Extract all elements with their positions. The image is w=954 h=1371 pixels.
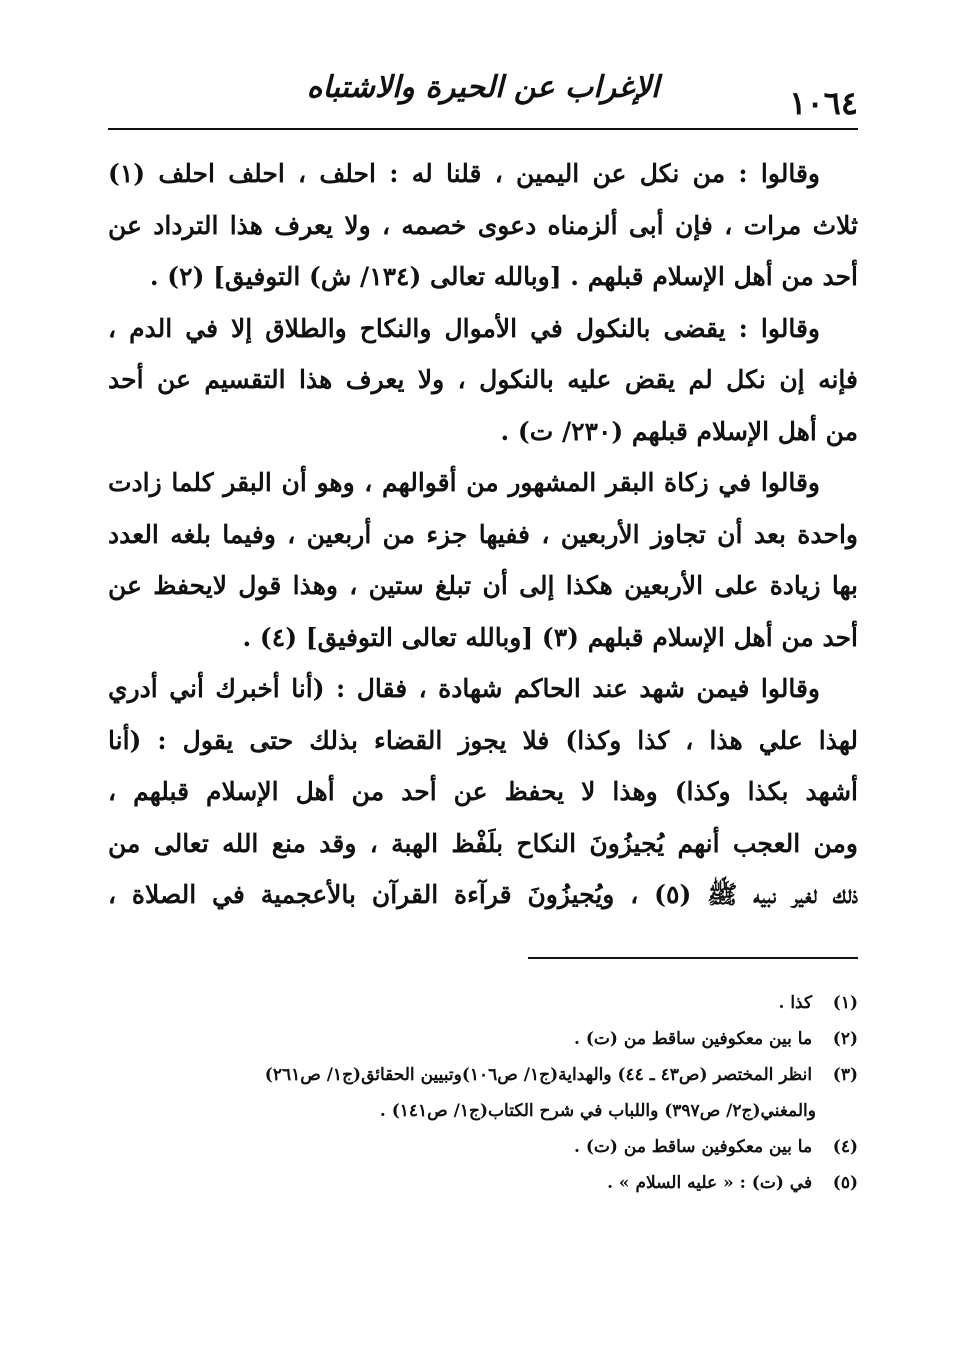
footnote-divider (528, 957, 858, 959)
footnote-text: في (ت) : « عليه السلام » . (607, 1173, 813, 1193)
footnote-number: (٣) (832, 1065, 858, 1085)
text-line: وقالوا : يقضى بالنكول في الأموال والنكاح والطلاق إلا في الدم ، (108, 313, 820, 343)
page-number: ١٠٦٤ (789, 84, 858, 122)
main-text (108, 148, 858, 921)
text-line: واحدة بعد أن تجاوز الأربعين ، ففيها جزء من أربعين ، وفيما بلغه العدد (108, 519, 858, 549)
footnote-4 (108, 1129, 858, 1165)
footnote-3-continuation: والمغني(ج٢/ ص٣٩٧) واللباب في شرح الكتاب(ج١/ ص١٤١) . (379, 1101, 816, 1121)
text-line: وقالوا فيمن شهد عند الحاكم شهادة ، فقال : (أنا أخبرك أني أدري (108, 674, 820, 703)
text-line: وقالوا في زكاة البقر المشهور من أقوالهم ، وهو أن البقر كلما زادت (108, 468, 820, 497)
text-line: ذلك لغير نبيه ﷺ (٥) ، ويُجيزُونَ قرآءة القرآن بالأعجمية في الصلاة ، (108, 880, 858, 909)
footnote-text: ما بين معكوفين ساقط من (ت) . (574, 1137, 813, 1157)
page-header (108, 62, 858, 130)
paragraph-4 (108, 663, 858, 921)
footnote-3 (108, 1057, 858, 1093)
text-line: ثلاث مرات ، فإن أبى ألزمناه دعوى خصمه ، ولا يعرف هذا الترداد عن (108, 210, 858, 240)
footnote-number: (٤) (832, 1137, 858, 1157)
footnote-5 (108, 1165, 858, 1201)
footnote-text: ما بين معكوفين ساقط من (ت) . (574, 1029, 813, 1049)
footnote-1 (108, 985, 858, 1021)
footnote-2 (108, 1021, 858, 1057)
text-line: من أهل الإسلام قبلهم (٢٣٠/ ت) . (500, 416, 858, 446)
text-line: ومن العجب أنهم يُجيزُونَ النكاح بلَفْظ الهبة ، وقد منع الله تعالى من (108, 828, 858, 858)
paragraph-3 (108, 457, 858, 663)
footnote-number: (١) (832, 993, 858, 1013)
paragraph-1 (108, 148, 858, 303)
text-line: فإنه إن نكل لم يقض عليه بالنكول ، ولا يعرف هذا التقسيم عن أحد (108, 365, 858, 394)
paragraph-2 (108, 303, 858, 458)
header-divider (108, 128, 858, 130)
text-line: وقالوا : من نكل عن اليمين ، قلنا له : احلف ، احلف احلف (١) (108, 159, 820, 188)
footnote-text: انظر المختصر (ص٤٣ ـ ٤٤) والهداية(ج١/ ص١٠٦)وتبيين الحقائق(ج١/ ص٢٦١) (264, 1065, 813, 1085)
footnotes (108, 985, 858, 1201)
footnote-number: (٥) (832, 1173, 858, 1193)
running-title: الإغراب عن الحيرة والاشتباه (306, 70, 660, 105)
text-line: أحد من أهل الإسلام قبلهم (٣) [وبالله تعالى التوفيق] (٤) . (242, 622, 858, 652)
text-line: بها زيادة على الأربعين هكذا إلى أن تبلغ ستين ، وهذا قول لايحفظ عن (108, 571, 858, 600)
text-line: أشهد بكذا وكذا) وهذا لا يحفظ عن أحد من أهل الإسلام قبلهم ، (108, 777, 858, 806)
text-line: لهذا علي هذا ، كذا وكذا) فلا يجوز القضاء بذلك حتى يقول : (أنا (108, 725, 858, 755)
footnote-text: كذا . (778, 993, 813, 1013)
footnote-number: (٢) (832, 1029, 858, 1049)
text-line: أحد من أهل الإسلام قبلهم . [وبالله تعالى (١٣٤/ ش) التوفيق] (٢) . (149, 262, 858, 291)
